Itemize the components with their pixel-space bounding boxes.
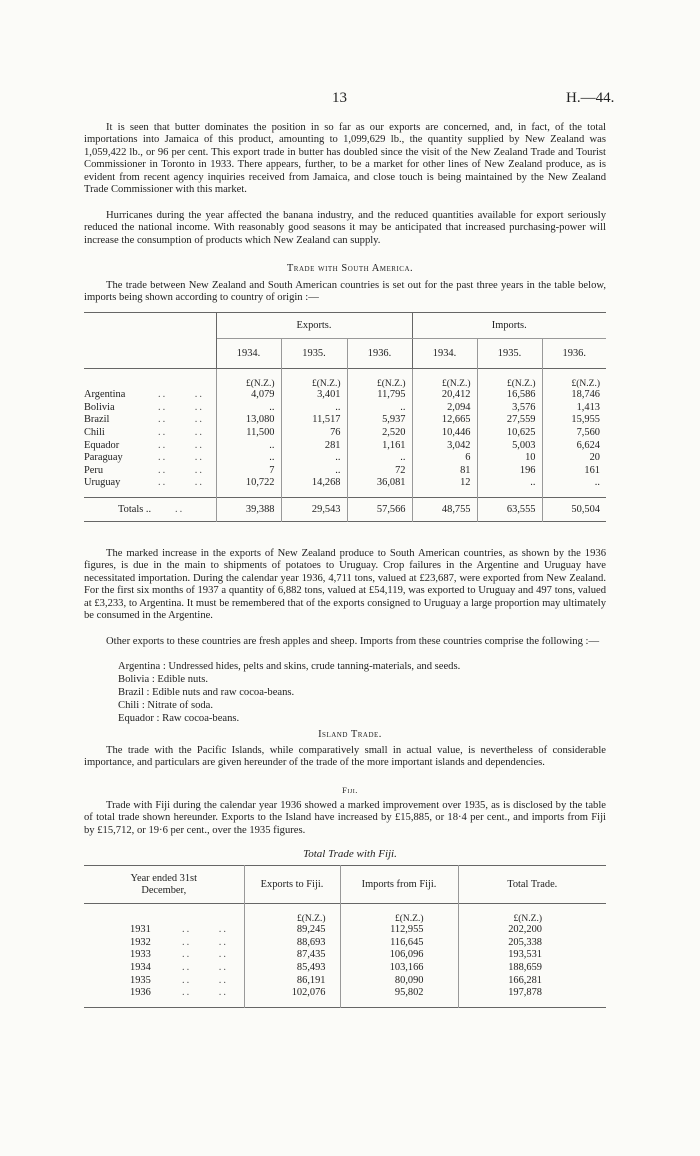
table-cell: 1,161 [347,439,412,452]
country-name: Uruguay [84,477,121,489]
table-cell: 20 [589,452,600,464]
unit-label: £(N.Z.) [477,369,542,389]
import-item-brazil: Brazil : Edible nuts and raw cocoa-beans. [118,687,295,698]
unit-label: £(N.Z.) [412,369,477,389]
table-cell: 10,722 [216,477,281,490]
country-name: Bolivia [84,401,115,413]
table-row: 1931 .. .. 89,245 112,955 202,200 [84,924,606,937]
table-cell: 81 [412,464,477,477]
unit-label: £(N.Z.) [571,378,600,389]
country-name: Peru [84,464,104,476]
table-cell: 5,003 [477,439,542,452]
table-cell: 18,746 [571,389,600,401]
table-cell: 27,559 [477,414,542,427]
unit-label: £(N.Z.) [340,904,458,924]
year-value: 1934 [130,962,151,974]
table-cell: .. [216,401,281,414]
table-row: Uruguay .. .. 10,722 14,268 36,081 12 .. .. [84,477,606,490]
table-row: Brazil .. .. 13,080 11,517 5,937 12,665 27,559 15,955 [84,414,606,427]
table-cell: .. [281,401,347,414]
table-row: 1933 .. .. 87,435 106,096 193,531 [84,949,606,962]
table-row: 1932 .. .. 88,693 116,645 205,338 [84,936,606,949]
total-value: 50,504 [571,503,600,515]
exports-value: 88,693 [244,936,340,949]
total-value: 193,531 [508,949,542,961]
table-cell: 11,517 [281,414,347,427]
paragraph-marked-increase: The marked increase in the exports of New Zealand produce to South American countries, as shown by the 1936 figures, is due in the main to shipments of potatoes to Uruguay. Crop failures in the Argentine and Uruguay have necessitated importation. During the calendar year 1936, 4,711 tons, valued at £23,687, were exported from New Zealand. For the first six months of 1937 a quantity of 6,882 tons, valued at £54,119, was exported to Uruguay and 497 tons, valued at £3,233, to Argentina. It must be remembered that of the exports consigned to Uruguay a large proportion may ultimately be consumed in the Argentine. [84,548,606,622]
import-item-equador: Equador : Raw cocoa-beans. [118,713,240,724]
unit-label: £(N.Z.) [347,369,412,389]
imports-value: 80,090 [340,974,458,987]
exports-header: Exports. [216,313,412,339]
country-name: Brazil [84,414,110,426]
year-value: 1936 [130,987,151,999]
table-cell: 1,413 [576,401,600,413]
paragraph-hurricanes: Hurricanes during the year affected the banana industry, and the reduced quantities available for export seriously reduced the national income. With reasonably good seasons it may be anticipated that increased purchasing-power will increase the consumption of products which New Zealand can supply. [84,210,606,246]
table-cell: 2,520 [347,426,412,439]
unit-label: £(N.Z.) [216,369,281,389]
exports-value: 102,076 [244,986,340,999]
exports-value: 87,435 [244,949,340,962]
table-cell: 11,795 [347,389,412,402]
table-cell: 3,042 [412,439,477,452]
year-header: 1936. [347,339,412,369]
table-cell: 196 [477,464,542,477]
table-cell: 10 [477,451,542,464]
table-cell: 161 [584,464,600,476]
table-cell: 7 [216,464,281,477]
table-cell: 10,625 [477,426,542,439]
table-row: 1934 .. .. 85,493 103,166 188,659 [84,961,606,974]
unit-label: £(N.Z.) [513,913,542,924]
import-item-argentina: Argentina : Undressed hides, pelts and skins, crude tanning-materials, and seeds. [118,661,461,672]
total-value: 202,200 [508,924,542,936]
unit-label: £(N.Z.) [244,904,340,924]
fiji-trade-table [84,865,606,1008]
heading-island-trade: Island Trade. [318,729,382,740]
table-cell: .. [281,451,347,464]
year-header: 1935. [477,339,542,369]
unit-label: £(N.Z.) [281,369,347,389]
table-cell: .. [216,451,281,464]
year-value: 1932 [130,936,151,948]
page-number: 13 [332,90,347,106]
country-name: Equador [84,439,120,451]
table-cell: 15,955 [571,414,600,426]
total-column-header: Total Trade. [507,879,558,890]
imports-value: 116,645 [340,936,458,949]
paragraph-trade-intro: The trade between New Zealand and South American countries is set out for the past three years in the table below, imports being shown according to country of origin :— [84,280,606,304]
table-cell: 13,080 [216,414,281,427]
south-america-trade-table: Exports. Imports. 1934. 1935. 1936. 1934. 1935. 1936. £(N.Z.) £(N.Z.) £(N.Z.) £(N.Z.) £(N.Z.) £(N.Z.) Argentina .. .. 4,079 3,401 11,795 20,412 16,586 18,746 Bolivia .. .. .. .. .. 2,094 3,576 1,413 Brazil .. .. 13,080 11,517 5,937 12,665 27,559 15,955 Chili .. .. 11,500 76 2,520 10,446 10,625 7,560 Equador .. .. .. 281 1,161 3,042 5,003 6,624 Paraguay .. .. .. .. .. 6 10 20 Peru .. .. 7 .. 72 81 196 161 Uruguay .. .. 10,722 14,268 36,081 12 .. .. Totals .. .. 39,388 29,543 57,566 48,755 63,555 50,504 [84,312,606,522]
table-cell: .. [594,477,600,489]
table-row: Paraguay .. .. .. .. .. 6 10 20 [84,451,606,464]
country-name: Argentina [84,389,126,401]
table-row: Peru .. .. 7 .. 72 81 196 161 [84,464,606,477]
table-cell: 6,624 [576,439,600,451]
table-cell: 7,560 [576,427,600,439]
exports-value: 86,191 [244,974,340,987]
table-row: 1936 .. .. 102,076 95,802 197,878 [84,986,606,999]
import-item-bolivia: Bolivia : Edible nuts. [118,674,209,685]
table-row: Argentina .. .. 4,079 3,401 11,795 20,412 16,586 18,746 [84,389,606,402]
total-value: 48,755 [412,497,477,521]
paragraph-butter: It is seen that butter dominates the position in so far as our exports are concerned, and, in fact, of the total importations into Jamaica of this product, amounting to 1,099,629 lb., the quantity supplied by New Zealand was 1,059,422 lb., or 96 per cent. This export trade in butter has doubled since the visit of the New Zealand Trade and Tourist Commissioner in Toronto in 1933. There appears, further, to be a market for other lines of New Zealand produce, as is evident from recent agency inquiries received from Jamaica, and close touch is being maintained by the New Zealand Trade Commissioner with this market. [84,122,606,196]
total-value: 39,388 [216,497,281,521]
table-cell: 6 [412,451,477,464]
heading-south-america: Trade with South America. [286,263,414,274]
table-cell: .. [477,477,542,490]
table-cell: 12,665 [412,414,477,427]
year-header: 1934. [216,339,281,369]
import-item-chili: Chili : Nitrate of soda. [118,700,214,711]
table-row: 1935 .. .. 86,191 80,090 166,281 [84,974,606,987]
table-cell: 4,079 [216,389,281,402]
imports-value: 95,802 [340,986,458,999]
year-value: 1935 [130,974,151,986]
table-row: Bolivia .. .. .. .. .. 2,094 3,576 1,413 [84,401,606,414]
total-value: 63,555 [477,497,542,521]
table-row: Equador .. .. .. 281 1,161 3,042 5,003 6,624 [84,439,606,452]
total-value: 166,281 [508,974,542,986]
imports-column-header: Imports from Fiji. [340,866,458,904]
total-value: 29,543 [281,497,347,521]
table-cell: 12 [412,477,477,490]
year-header: 1935. [281,339,347,369]
table-cell: 10,446 [412,426,477,439]
table-cell: 20,412 [412,389,477,402]
paragraph-pacific-islands: The trade with the Pacific Islands, while comparatively small in actual value, is nevertheless of considerable importance, and particulars are given hereunder of the trade of the more important islands and dependencies. [84,745,606,769]
year-header: 1936. [562,348,586,359]
total-value: 197,878 [508,987,542,999]
country-name: Chili [84,427,105,439]
table-cell: 11,500 [216,426,281,439]
year-value: 1933 [130,949,151,961]
imports-value: 106,096 [340,949,458,962]
table-row: Chili .. .. 11,500 76 2,520 10,446 10,625 7,560 [84,426,606,439]
country-name: Paraguay [84,452,123,464]
table-cell: 76 [281,426,347,439]
paragraph-other-exports: Other exports to these countries are fresh apples and sheep. Imports from these countries comprise the following :— [106,636,600,647]
year-header: 1934. [412,339,477,369]
imports-value: 112,955 [340,924,458,937]
exports-column-header: Exports to Fiji. [244,866,340,904]
table-cell: 16,586 [477,389,542,402]
paragraph-fiji-trade: Trade with Fiji during the calendar year 1936 showed a marked improvement over 1935, as is disclosed by the table of total trade shown hereunder. Exports to the Island have increased by £15,885, or 18·4 per cent., and imports from Fiji by £15,712, or 19·6 per cent., over the 1935 figures. [84,800,606,836]
table-cell: 36,081 [347,477,412,490]
table-cell: 3,576 [477,401,542,414]
table-cell: 2,094 [412,401,477,414]
table-cell: 3,401 [281,389,347,402]
table-cell: .. [347,451,412,464]
total-value: 57,566 [347,497,412,521]
total-value: 188,659 [508,962,542,974]
table-cell: .. [281,464,347,477]
table-cell: 281 [281,439,347,452]
table-cell: .. [216,439,281,452]
year-column-header: Year ended 31st December, [84,866,244,904]
table-cell: 14,268 [281,477,347,490]
imports-header: Imports. [412,313,606,339]
year-value: 1931 [130,924,151,936]
totals-label: Totals .. [118,503,152,515]
table-cell: .. [347,401,412,414]
exports-value: 89,245 [244,924,340,937]
document-code: H.—44. [566,90,615,106]
table-cell: 72 [347,464,412,477]
total-value: 205,338 [508,936,542,948]
heading-fiji: Fiji. [342,785,358,795]
table-cell: 5,937 [347,414,412,427]
imports-value: 103,166 [340,961,458,974]
fiji-table-title: Total Trade with Fiji. [303,848,397,860]
exports-value: 85,493 [244,961,340,974]
